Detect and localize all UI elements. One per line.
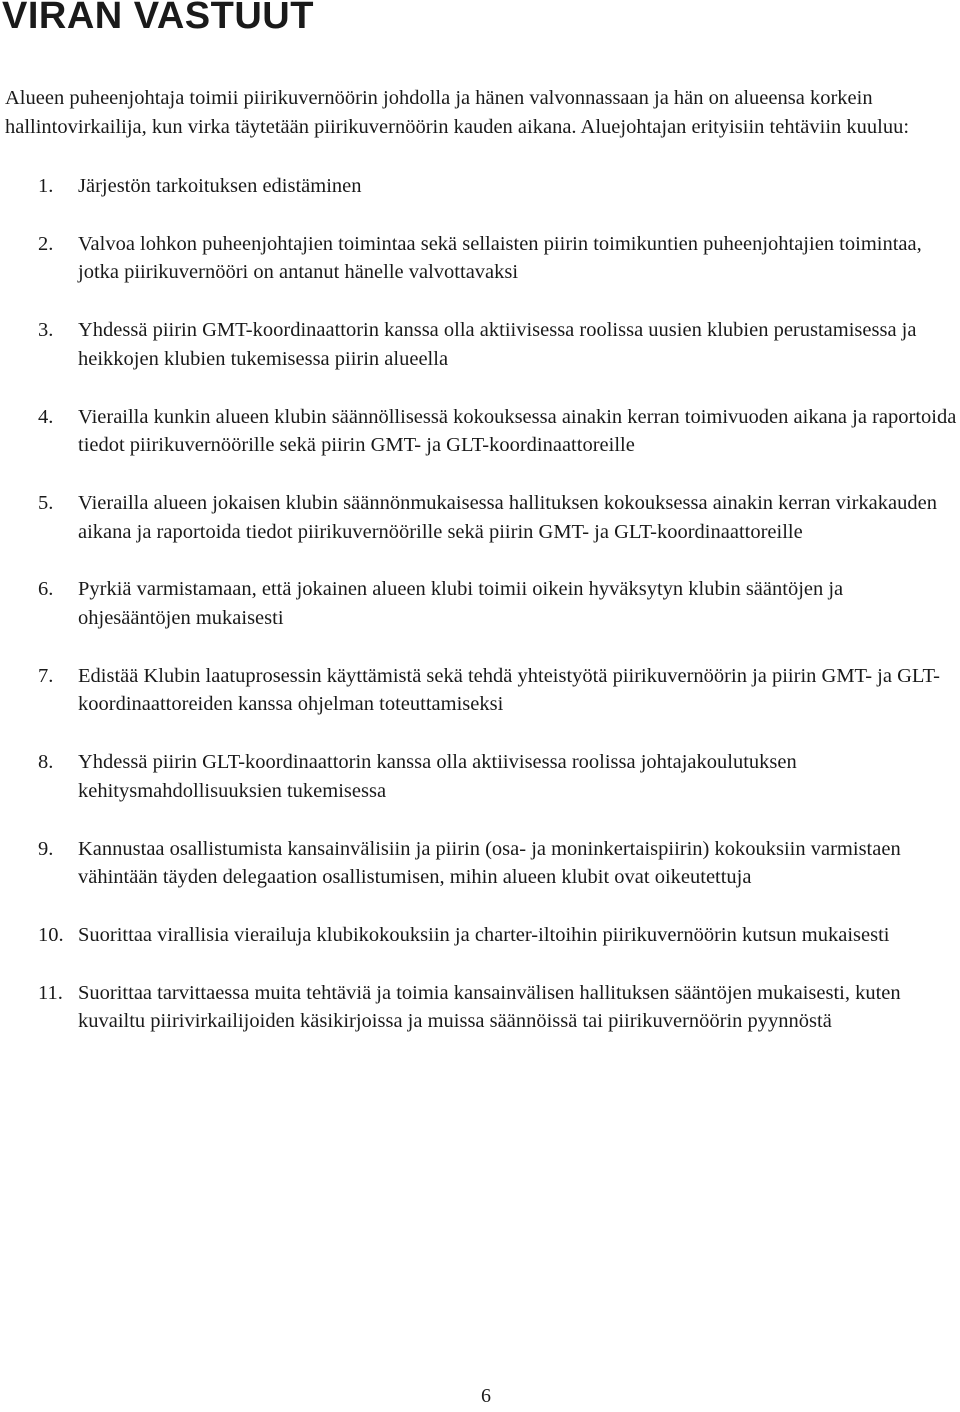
- list-item-number: 3.: [38, 319, 54, 342]
- list-item-text: Vierailla alueen jokaisen klubin säännönmukaisessa hallituksen kokouksessa ainakin kerran virkakauden aikana ja raportoida tiedot piirikuvernöörille sekä piirin GMT- ja GLT-koordinaattoreille: [78, 491, 937, 543]
- list-item-text: Vierailla kunkin alueen klubin säännöllisessä kokouksessa ainakin kerran toimivuoden aikana ja raportoida tiedot piirikuvernöörille sekä piirin GMT- ja GLT-koordinaattoreille: [78, 405, 957, 457]
- list-item-number: 11.: [38, 981, 63, 1004]
- list-item-number: 7.: [38, 664, 54, 687]
- list-item-number: 4.: [38, 405, 54, 428]
- list-item: [0, 835, 960, 892]
- list-item-text: Suorittaa virallisia vierailuja klubikokouksiin ja charter-iltoihin piirikuvernöörin kutsun mukaisesti: [78, 923, 890, 946]
- page-title: VIRAN VASTUUT: [2, 0, 314, 37]
- list-item-text: Suorittaa tarvittaessa muita tehtäviä ja toimia kansainvälisen hallituksen sääntöjen mukaisesti, kuten kuvailtu piirivirkailijoiden käsikirjoissa ja muissa säännöissä tai piirikuvernöörin pyynnöstä: [78, 981, 901, 1033]
- list-item: [0, 172, 960, 201]
- list-item: [0, 575, 960, 632]
- list-item-number: 1.: [38, 175, 54, 197]
- intro-paragraph: Alueen puheenjohtaja toimii piirikuvernöörin johdolla ja hänen valvonnassaan ja hän on alueensa korkein hallintovirkailija, kun virka täytetään piirikuvernöörin kauden aikana. Aluejohtajan erityisiin tehtäviin kuuluu:: [5, 87, 910, 138]
- list-item-text: Pyrkiä varmistamaan, että jokainen alueen klubi toimii oikein hyväksytyn klubin sääntöjen ja ohjesääntöjen mukaisesti: [78, 578, 844, 630]
- list-item: [0, 316, 960, 373]
- list-item-text: Yhdessä piirin GMT-koordinaattorin kanssa olla aktiivisessa roolissa uusien klubien perustamisessa ja heikkojen klubien tukemisessa piirin alueella: [78, 319, 917, 370]
- list-item-text: Yhdessä piirin GLT-koordinaattorin kanssa olla aktiivisessa roolissa johtajakoulutuksen kehitysmahdollisuuksien tukemisessa: [78, 751, 797, 802]
- list-item-number: 6.: [38, 578, 54, 601]
- list-item-text: Kannustaa osallistumista kansainvälisiin ja piirin (osa- ja moninkertaispiirin) kokouksiin varmistaen vähintään täyden delegaation osallistumisen, mihin alueen klubit ovat oikeutettuja: [78, 837, 901, 889]
- list-item: [0, 489, 960, 546]
- task-list: [0, 172, 960, 1065]
- list-item: [0, 403, 960, 460]
- list-item-text: Valvoa lohkon puheenjohtajien toimintaa sekä sellaisten piirin toimikuntien puheenjohtajien toimintaa, jotka piirikuvernööri on antanut hänelle valvottavaksi: [78, 232, 922, 284]
- list-item: [0, 748, 960, 805]
- list-item-number: 8.: [38, 751, 54, 774]
- list-item: [0, 662, 960, 719]
- list-item: [0, 921, 960, 950]
- list-item-text: Edistää Klubin laatuprosessin käyttämistä sekä tehdä yhteistyötä piirikuvernöörin ja piirin GMT- ja GLT-koordinaattoreiden kanssa ohjelman toteuttamiseksi: [78, 664, 940, 716]
- list-item-number: 10.: [38, 923, 64, 946]
- list-item-number: 9.: [38, 837, 54, 860]
- page-number: 6: [481, 1385, 491, 1407]
- list-item: [0, 979, 960, 1036]
- list-item: [0, 230, 960, 287]
- list-item-number: 5.: [38, 491, 54, 514]
- list-item-text: Järjestön tarkoituksen edistäminen: [78, 175, 362, 197]
- list-item-number: 2.: [38, 232, 54, 255]
